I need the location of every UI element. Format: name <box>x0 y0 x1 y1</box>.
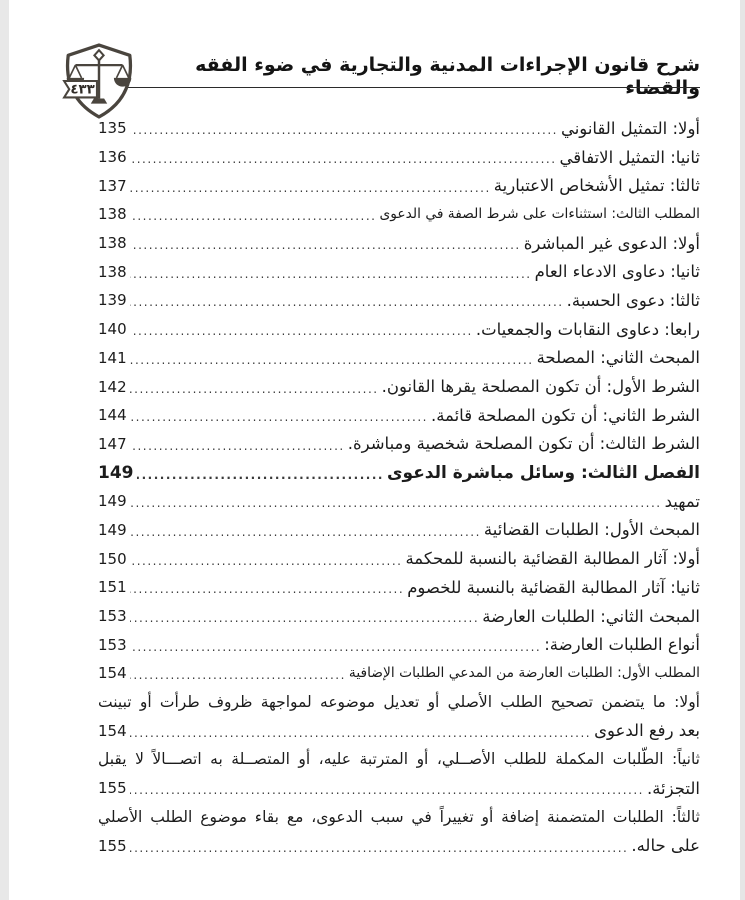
dot-leader <box>130 176 491 196</box>
toc-entry-page-number: 153 <box>98 635 127 654</box>
toc-entry <box>98 573 700 602</box>
toc-entry-page-number: 149 <box>98 462 134 483</box>
toc-entry-title: الفصل الثالث: وسائل مباشرة الدعوى <box>386 462 700 483</box>
dot-leader <box>130 721 591 741</box>
toc-entry-page-number: 138 <box>98 262 127 281</box>
page-number-badge: ٤٣٣ <box>70 82 95 98</box>
toc-entry <box>98 516 700 545</box>
toc-entry-wrapped-text: أولا: ما يتضمن تصحيح الطلب الأصلي أو تعديل موضوعه لمواجهة ظروف طرأت أو تبينت <box>98 692 700 711</box>
dot-leader <box>130 319 473 339</box>
toc-entry-title: بعد رفع الدعوى <box>594 721 700 741</box>
toc-entry-title: الشرط الثاني: أن تكون المصلحة قائمة. <box>430 405 700 425</box>
toc-entry-page-number: 147 <box>98 434 127 453</box>
toc-entry-wrapped-text: ثالثاً: الطلبات المتضمنة إضافة أو تغييراً في سبب الدعوى، مع بقاء موضوع الطلب الأصلي <box>98 807 700 826</box>
toc-list <box>98 114 700 860</box>
scales-of-justice-shield-icon <box>60 42 138 120</box>
page-edge-right <box>740 0 745 900</box>
toc-entry-title: أولا: التمثيل القانوني <box>560 118 700 138</box>
book-title: شرح قانون الإجراءات المدنية والتجارية في ضوء الفقه والقضاء <box>195 54 700 99</box>
toc-entry-page-number: 136 <box>98 148 127 167</box>
toc-entry-title: المطلب الأول: الطلبات العارضة من المدعي الطلبات الإضافية <box>348 665 700 682</box>
page-header <box>0 0 745 115</box>
dot-leader <box>130 262 532 282</box>
toc-entry-title: الشرط الأول: أن تكون المصلحة يقرها القانون. <box>381 377 700 397</box>
toc-entry-page-number: 151 <box>98 578 127 597</box>
toc-entry <box>98 200 700 229</box>
toc-entry-title: أولا: الدعوى غير المباشرة <box>523 233 700 253</box>
dot-leader <box>130 405 428 425</box>
toc-entry <box>98 401 700 430</box>
toc-entry <box>98 544 700 573</box>
toc-entry <box>98 344 700 373</box>
toc-entry-title: أولا: آثار المطالبة القضائية بالنسبة للمحكمة <box>405 549 700 569</box>
toc-entry-title: تمهيد <box>664 491 700 511</box>
toc-entry-page-number: 137 <box>98 176 127 195</box>
toc-entry <box>98 602 700 631</box>
dot-leader <box>137 463 384 483</box>
dot-leader <box>130 663 346 683</box>
toc-entry-title: رابعا: دعاوى النقابات والجمعيات. <box>475 319 700 339</box>
toc-entry-page-number: 142 <box>98 377 127 396</box>
toc-entry-title: ثانيا: آثار المطالبة القضائية بالنسبة للخصوم <box>407 577 700 597</box>
toc-entry <box>98 372 700 401</box>
dot-leader <box>130 290 564 310</box>
dot-leader <box>130 606 480 626</box>
header-rule <box>103 87 700 88</box>
toc-entry-page-number: 138 <box>98 205 127 224</box>
toc-entry <box>98 229 700 258</box>
toc-entry <box>98 831 700 860</box>
dot-leader <box>130 836 629 856</box>
toc-entry-page-number: 135 <box>98 119 127 138</box>
dot-leader <box>130 635 542 655</box>
dot-leader <box>130 434 345 454</box>
toc-entry <box>98 171 700 200</box>
toc-entry-title: المبحث الأول: الطلبات القضائية <box>483 520 700 540</box>
toc-entry <box>98 716 700 745</box>
toc-entry <box>98 458 700 487</box>
toc-entry-page-number: 149 <box>98 520 127 539</box>
toc-entry <box>98 630 700 659</box>
toc-entry-title: ثالثا: دعوى الحسبة. <box>566 290 700 310</box>
toc-entry-page-number: 153 <box>98 607 127 626</box>
toc-entry-page-number: 155 <box>98 779 127 798</box>
toc-entry-page-number: 154 <box>98 721 127 740</box>
dot-leader <box>130 778 644 798</box>
toc-entry <box>98 487 700 516</box>
toc-entry-title: ثانيا: التمثيل الاتفاقي <box>559 147 700 167</box>
dot-leader <box>130 577 405 597</box>
toc-entry-title: ثالثا: تمثيل الأشخاص الاعتبارية <box>493 176 700 196</box>
toc-entry-title: المطلب الثالث: استثناءات على شرط الصفة في الدعوى <box>379 206 700 223</box>
toc-entry <box>98 257 700 286</box>
toc-entry-wrapped-text: ثانياً: الطّلبات المكملة للطلب الأصــلي، أو المترتبة عليه، أو المتصــلة به اتصـــالاً لا يقبل <box>98 750 700 769</box>
toc-entry-title: المبحث الثاني: المصلحة <box>536 348 700 368</box>
toc-entry-page-number: 138 <box>98 234 127 253</box>
toc-entry-title: التجزئة. <box>646 778 700 798</box>
dot-leader <box>130 147 557 167</box>
dot-leader <box>130 491 662 511</box>
dot-leader <box>130 233 521 253</box>
toc-entry <box>98 659 700 688</box>
dot-leader <box>130 520 481 540</box>
toc-entry-page-number: 141 <box>98 348 127 367</box>
toc-entry <box>98 774 700 803</box>
toc-entry <box>98 286 700 315</box>
dot-leader <box>130 377 379 397</box>
toc-entry-title: الشرط الثالث: أن تكون المصلحة شخصية ومباشرة. <box>347 434 700 454</box>
dot-leader <box>130 348 534 368</box>
toc-entry-page-number: 140 <box>98 320 127 339</box>
page-edge-left <box>0 0 9 900</box>
toc-entry-page-number: 144 <box>98 406 127 425</box>
toc-entry-page-number: 149 <box>98 492 127 511</box>
toc-entry <box>98 143 700 172</box>
toc-entry-page-number: 150 <box>98 549 127 568</box>
toc-entry-page-number: 155 <box>98 836 127 855</box>
toc-entry <box>98 315 700 344</box>
toc-entry-page-number: 139 <box>98 291 127 310</box>
toc-entry-title: المبحث الثاني: الطلبات العارضة <box>482 606 700 626</box>
dot-leader <box>130 118 558 138</box>
toc-entry-page-number: 154 <box>98 664 127 683</box>
toc-entry <box>98 430 700 459</box>
dot-leader <box>130 549 403 569</box>
toc-entry-title: أنواع الطلبات العارضة: <box>544 635 700 655</box>
toc-entry-title: على حاله. <box>631 836 700 856</box>
toc-entry <box>98 114 700 143</box>
toc-entry-title: ثانيا: دعاوى الادعاء العام <box>534 262 700 282</box>
dot-leader <box>130 204 377 224</box>
